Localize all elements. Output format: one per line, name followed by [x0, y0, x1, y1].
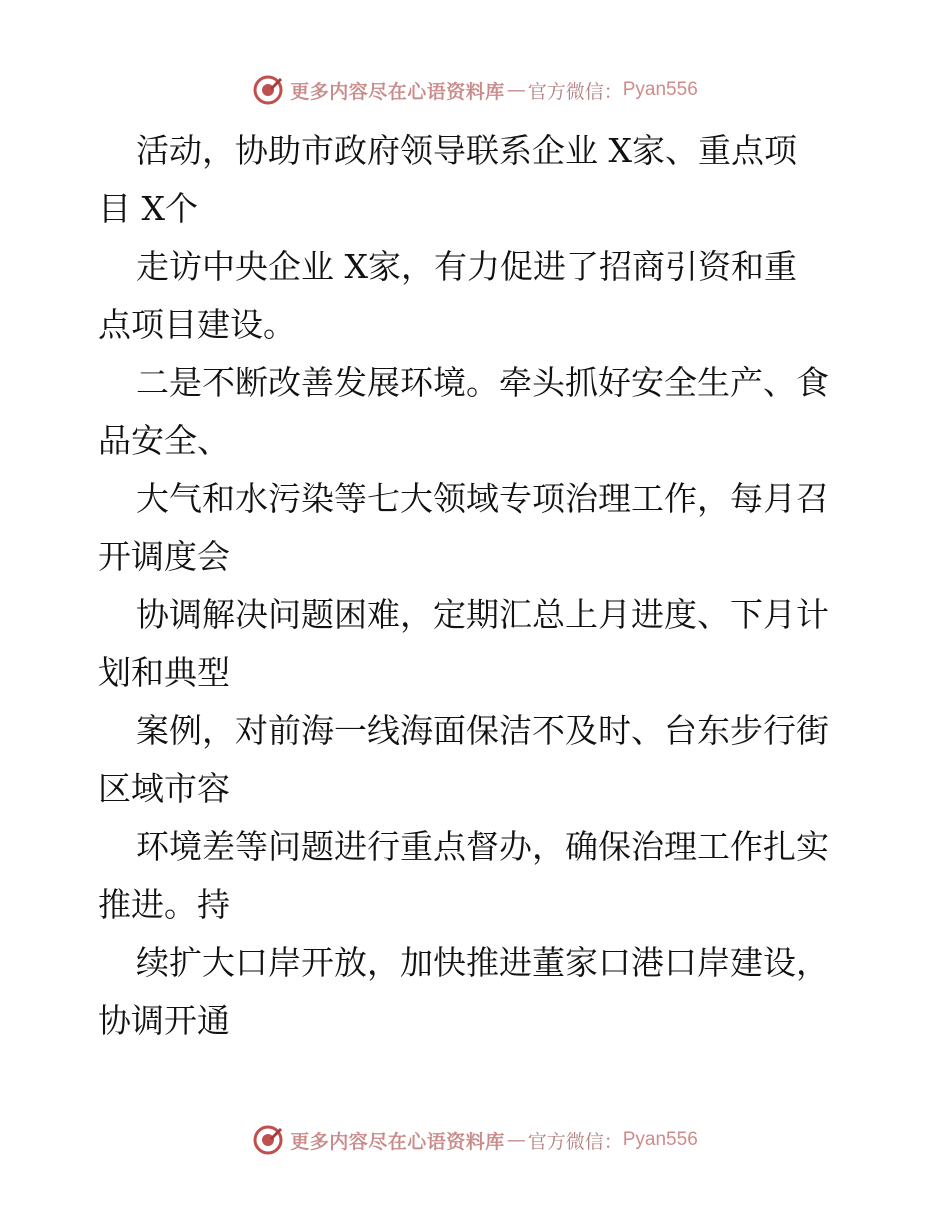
paragraph [98, 586, 868, 702]
header-watermark [0, 70, 950, 110]
paragraph-line: 二是不断改善发展环境。牵头抓好安全生产、食 [136, 363, 829, 402]
paragraph-line: 品安全、 [98, 421, 230, 460]
watermark-label: 官方微信： [527, 80, 623, 103]
watermark-id: Pyan556 [622, 79, 698, 100]
paragraph [98, 818, 868, 934]
paragraph [98, 354, 868, 470]
paragraph-line: 环境差等问题进行重点督办，确保治理工作扎实 [136, 827, 829, 866]
paragraph-line: 活动，协助市政府领导联系企业 X家、重点项 [136, 131, 797, 170]
paragraph-line: 大气和水污染等七大领域专项治理工作，每月召 [136, 479, 829, 518]
document-body [98, 122, 868, 1050]
paragraph-line: 续扩大口岸开放，加快推进董家口港口岸建设， [136, 943, 829, 982]
paragraph-line: 目 X个 [98, 189, 198, 228]
footer-watermark [0, 1120, 950, 1160]
paragraph-line: 划和典型 [98, 653, 230, 692]
paragraph-line: 协调解决问题困难，定期汇总上月进度、下月计 [136, 595, 829, 634]
paragraph-line: 开调度会 [98, 537, 230, 576]
watermark-dash: — [506, 79, 526, 101]
paragraph [98, 702, 868, 818]
paragraph [98, 934, 868, 1050]
watermark-label: 官方微信： [527, 1130, 623, 1153]
paragraph [98, 122, 868, 238]
paragraph [98, 470, 868, 586]
paragraph [98, 238, 868, 354]
watermark-id: Pyan556 [622, 1129, 698, 1150]
paragraph-line: 推进。持 [98, 885, 230, 924]
paragraph-line: 区域市容 [98, 769, 230, 808]
paragraph-line: 协调开通 [98, 1001, 230, 1040]
watermark-dash: — [506, 1129, 526, 1151]
paragraph-line: 走访中央企业 X家，有力促进了招商引资和重 [136, 247, 797, 286]
paragraph-line: 案例，对前海一线海面保洁不及时、台东步行街 [136, 711, 829, 750]
paragraph-line: 点项目建设。 [98, 305, 296, 344]
pen-logo-icon [252, 1124, 284, 1156]
pen-logo-icon [252, 74, 284, 106]
watermark-text: 更多内容尽在心语资料库 [290, 80, 505, 103]
watermark-text: 更多内容尽在心语资料库 [290, 1130, 505, 1153]
